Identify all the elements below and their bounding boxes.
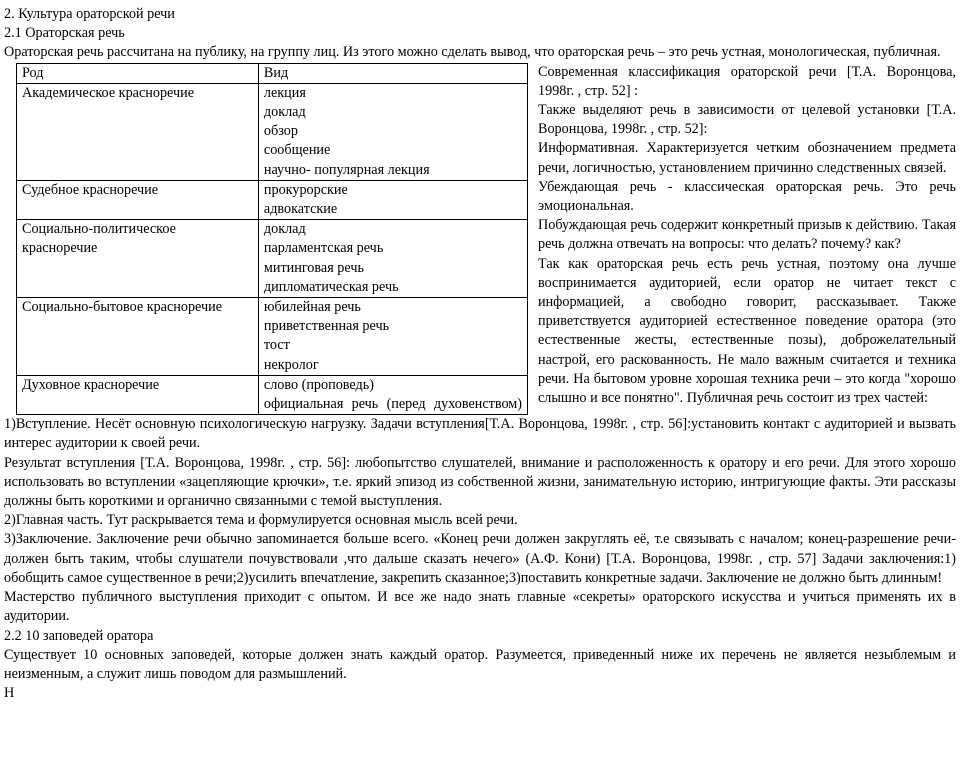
section-heading: 2. Культура ораторской речи <box>4 6 175 22</box>
kind-item: научно- популярная лекция <box>263 161 430 178</box>
table-row <box>17 180 528 219</box>
table-row <box>17 375 528 414</box>
table-header-cell: Вид <box>258 63 527 83</box>
side-paragraph: Современная классификация ораторской речи [Т.А. Воронцова, 1998г. , стр. 52] : <box>538 63 956 99</box>
table-row <box>17 83 528 180</box>
body-paragraph: 2)Главная часть. Тут раскрывается тема и формулируется основная мысль всей речи. <box>4 512 518 529</box>
table-row <box>17 298 528 376</box>
kind-item: приветственная речь <box>263 318 390 335</box>
side-paragraph: Побуждающая речь содержит конкретный призыв к действию. Такая речь должна отвечать на вопросы: что делать? почему? как? <box>538 217 956 253</box>
kinds-cell <box>258 375 527 414</box>
side-paragraph: Информативная. Характеризуется четким обозначением предмета речи, логичностью, установлением причинно следственных связей. <box>538 140 956 176</box>
kind-item: доклад <box>263 104 306 121</box>
kind-item: тост <box>263 337 290 354</box>
side-paragraph: Убеждающая речь - классическая ораторская речь. Это речь эмоциональная. <box>538 178 956 215</box>
genre-cell: Судебное красноречие <box>17 180 259 219</box>
kind-item: адвокатские <box>263 201 338 218</box>
body-paragraph: Мастерство публичного выступления приходит с опытом. И все же надо знать главные «секреты» ораторского искусства и учиться применять их в аудитории. <box>4 589 956 625</box>
table-header-row <box>17 63 528 83</box>
genre-cell: Академическое красноречие <box>17 83 259 180</box>
kinds-cell <box>258 83 527 180</box>
subsection-heading: 2.1 Ораторская речь <box>4 25 125 42</box>
kinds-cell <box>258 180 527 219</box>
cut-off-line: Н <box>4 685 15 699</box>
kind-item: сообщение <box>263 142 331 159</box>
body-paragraph: Результат вступления [Т.А. Воронцова, 1998г. , стр. 56]: любопытство слушателей, внимание и расположенность к оратору и его речи. Для этого хорошо использовать во вступлении «зацепляющие крючки», т.е. яркий эпизод из собственной жизни, занимательную историю, интригующие факты. Эти рассказы должны быть короткими и органично связанными с темой выступления. <box>4 454 956 510</box>
kinds-cell <box>258 220 527 298</box>
table-row <box>17 220 528 298</box>
kind-item: официальная речь (перед духовенством) <box>263 396 522 413</box>
subsection-heading: 2.2 10 заповедей оратора <box>4 627 154 644</box>
genre-cell: Социально-бытовое красноречие <box>17 298 259 376</box>
kind-item: некролог <box>263 356 319 373</box>
body-paragraph: 3)Заключение. Заключение речи обычно запоминается больше всего. «Конец речи должен закруглять её, т.е связывать с началом; конец-разрешение речи- должен быть таким, чтобы слушатели почувствовали ,что дальше сказать нечего» (А.Ф. Кони) [Т.А. Воронцова, 1998г. , стр. 57] Задачи заключения:1) обобщить самое существенное в речи;2)усилить впечатление, закрепить сказанное;3)поставить конкретные задачи. Заключение не должно быть длинным! <box>4 531 956 586</box>
body-paragraph: Существует 10 основных заповедей, которые должен знать каждый оратор. Разумеется, приведенный ниже их перечень не является незыблемым и неизменным, а служит лишь поводом для размышлений. <box>4 646 956 682</box>
table-header-cell: Род <box>17 63 259 83</box>
speech-types-table <box>16 63 528 416</box>
kind-item: лекция <box>263 84 306 101</box>
kinds-cell <box>258 298 527 376</box>
body-paragraph: 1)Вступление. Несёт основную психологическую нагрузку. Задачи вступления[Т.А. Воронцова, 1998г. , стр. 56]:установить контакт с аудиторией и вызвать интерес аудитории к своей речи. <box>4 416 956 452</box>
kind-item: парламентская речь <box>263 240 384 257</box>
side-paragraph: Так как ораторская речь есть речь устная, поэтому она лучше воспринимается аудиторией, если оратор не читает текст с информацией, а свободно говорит, рассказывает. Также приветствуется аудиторией естественное поведение оратора (это естественные жесты, естественные позы), доброжелательный настрой, его раскованность. Не мало важным считается и техника речи. На бытовом уровне хорошая техника речи – это когда "хорошо слышно и все понятно". Публичная речь состоит из трех частей: <box>538 255 956 407</box>
genre-cell: Духовное красноречие <box>17 375 259 414</box>
side-paragraph: Также выделяют речь в зависимости от целевой установки [Т.А. Воронцова, 1998г. , стр. 52]: <box>538 102 956 138</box>
genre-cell: Социально-политическое красноречие <box>17 220 259 298</box>
kind-item: доклад <box>263 221 306 238</box>
kind-item: слово (проповедь) <box>263 376 374 393</box>
intro-paragraph: Ораторская речь рассчитана на публику, на группу лиц. Из этого можно сделать вывод, что ораторская речь – это речь устная, монологическая, публичная. <box>4 44 941 61</box>
kind-item: прокурорские <box>263 181 348 198</box>
kind-item: дипломатическая речь <box>263 278 399 295</box>
kind-item: обзор <box>263 123 298 140</box>
kind-item: митинговая речь <box>263 259 364 276</box>
kind-item: юбилейная речь <box>263 299 361 316</box>
